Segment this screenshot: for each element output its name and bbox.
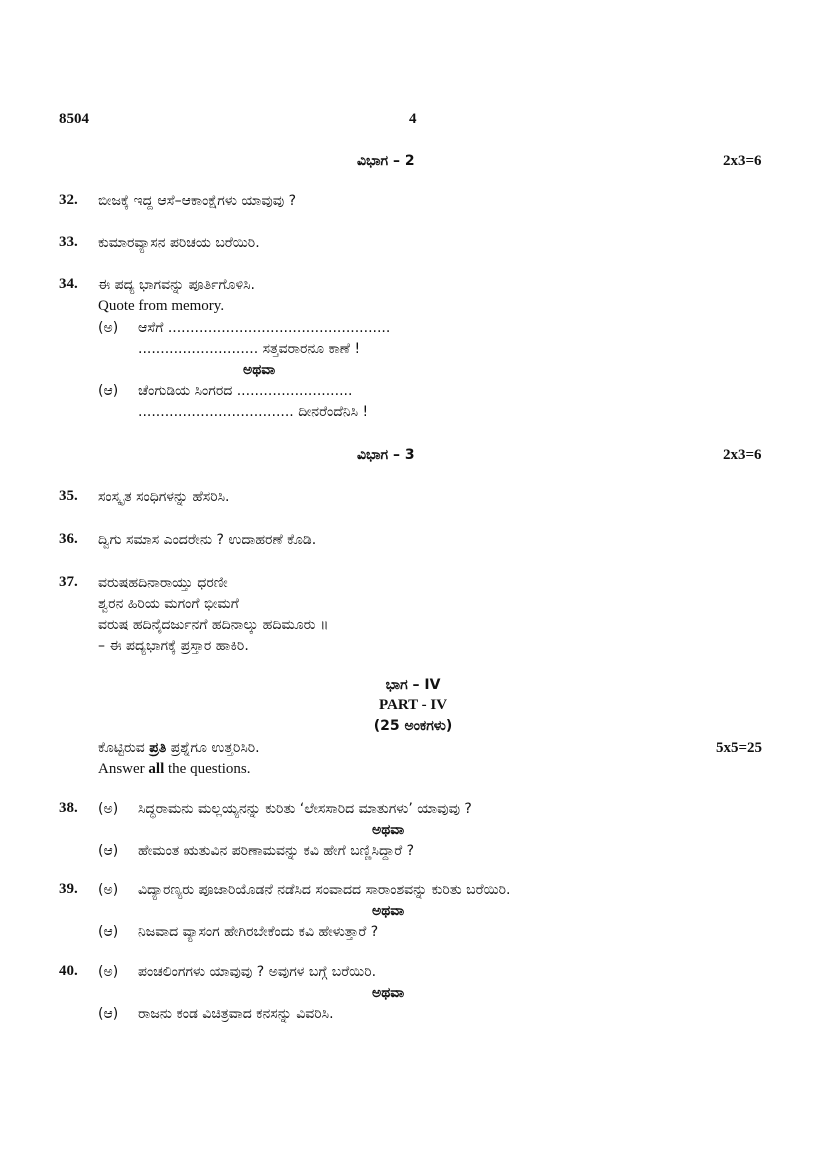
page-number: 4 xyxy=(409,111,417,127)
poem-line: ವರುಷಹದಿನಾರಾಯ್ತು ಧರಣೀ xyxy=(98,575,228,591)
poem-line: ................................... ದೀನರೆಂದೆನಿಸಿ ! xyxy=(138,404,369,420)
question-text: ಕುಮಾರವ್ಯಾಸನ ಪರಿಚಯ ಬರೆಯಿರಿ. xyxy=(98,235,260,251)
instruction-text: Answer xyxy=(98,761,149,777)
question-instruction: – ಈ ಪದ್ಯಭಾಗಕ್ಕೆ ಪ್ರಸ್ತಾರ ಹಾಕಿರಿ. xyxy=(98,638,249,654)
question-text: ಪಂಚಲಿಂಗಗಳು ಯಾವುವು ? ಅವುಗಳ ಬಗ್ಗೆ ಬರೆಯಿರಿ. xyxy=(138,964,377,980)
question-text: ಹೇಮಂತ ಋತುವಿನ ಪರಿಣಾಮವನ್ನು ಕವಿ ಹೇಗೆ ಬಣ್ಣಿಸಿದ್ದಾರೆ ? xyxy=(138,843,415,859)
section-3-heading: ವಿಭಾಗ – 3 xyxy=(357,447,415,463)
poem-line: ವರುಷ ಹದಿನೈದರ್ಜುನಗೆ ಹದಿನಾಲ್ಕು ಹದಿಮೂರು ॥ xyxy=(98,617,329,633)
question-text: ರಾಜನು ಕಂಡ ವಿಚಿತ್ರವಾದ ಕನಸನ್ನು ವಿವರಿಸಿ. xyxy=(138,1006,334,1022)
poem-line: ಶ್ವರನ ಹಿರಿಯ ಮಗಂಗೆ ಭೀಮಗೆ xyxy=(98,596,239,612)
part-4-heading-english: PART - IV xyxy=(378,697,448,713)
question-number: 40. xyxy=(59,963,78,979)
option-label-a: (ಅ) xyxy=(98,964,119,980)
question-text: ನಿಜವಾದ ವ್ಯಾಸಂಗ ಹೇಗಿರಬೇಕೆಂದು ಕವಿ ಹೇಳುತ್ತಾರೆ ? xyxy=(138,924,379,940)
part-4-total-marks: (25 ಅಂಕಗಳು) xyxy=(373,718,453,734)
question-text: ವಿದ್ಯಾರಣ್ಯರು ಪೂಜಾರಿಯೊಡನೆ ನಡೆಸಿದ ಸಂವಾದದ ಸಾರಾಂಶವನ್ನು ಕುರಿತು ಬರೆಯಿರಿ. xyxy=(138,882,511,898)
option-label-b: (ಆ) xyxy=(98,924,119,940)
option-label-a: (ಅ) xyxy=(98,801,119,817)
option-label-a: (ಅ) xyxy=(98,882,119,898)
poem-line: ಆಸೆಗೆ .................................................. xyxy=(138,320,391,336)
option-label-b: (ಆ) xyxy=(98,1006,119,1022)
question-text: ಸಿದ್ಧರಾಮನು ಮಲ್ಲಯ್ಯನನ್ನು ಕುರಿತು ‘ಲೇಸಸಾರಿದ ಮಾತುಗಳು’ ಯಾವುವು ? xyxy=(138,801,472,817)
option-label-b: (ಆ) xyxy=(98,843,119,859)
question-number: 34. xyxy=(59,276,78,292)
question-text: ಈ ಪದ್ಯ ಭಾಗವನ್ನು ಪೂರ್ತಿಗೊಳಿಸಿ. xyxy=(98,277,255,293)
or-label: ಅಥವಾ xyxy=(372,985,405,1001)
instruction-emphasis: all xyxy=(148,761,165,777)
question-number: 37. xyxy=(59,574,78,590)
section-3-marks: 2x3=6 xyxy=(723,447,762,463)
question-number: 35. xyxy=(59,488,78,504)
instruction-emphasis: ಪ್ರತಿ xyxy=(149,740,167,756)
section-2-marks: 2x3=6 xyxy=(723,153,762,169)
instruction-text: the questions. xyxy=(164,761,251,777)
part-4-marks: 5x5=25 xyxy=(716,740,763,756)
section-2-heading: ವಿಭಾಗ – 2 xyxy=(357,153,415,169)
question-text-english: Quote from memory. xyxy=(98,298,225,314)
question-text: ದ್ವಿಗು ಸಮಾಸ ಎಂದರೇನು ? ಉದಾಹರಣೆ ಕೊಡಿ. xyxy=(98,532,317,548)
question-number: 38. xyxy=(59,800,78,816)
poem-line: ಚೆಂಗುಡಿಯ ಸಿಂಗರದ .......................... xyxy=(138,383,353,399)
instruction-text: ಕೊಟ್ಟಿರುವ xyxy=(98,740,150,756)
poem-line: ........................... ಸತ್ತವರಾರನೂ ಕಾಣೆ ! xyxy=(138,341,361,357)
question-number: 39. xyxy=(59,881,78,897)
question-text: ಬೀಜಕ್ಕೆ ಇದ್ದ ಆಸೆ–ಆಕಾಂಕ್ಷೆಗಳು ಯಾವುವು ? xyxy=(98,193,297,209)
paper-code: 8504 xyxy=(59,111,89,127)
instruction-kannada xyxy=(98,740,260,756)
instruction-english xyxy=(98,761,251,778)
question-text: ಸಂಸ್ಕೃತ ಸಂಧಿಗಳನ್ನು ಹೆಸರಿಸಿ. xyxy=(98,489,230,505)
option-label-a: (ಅ) xyxy=(98,320,119,336)
question-number: 32. xyxy=(59,192,78,208)
or-label: ಅಥವಾ xyxy=(372,822,405,838)
or-label: ಅಥವಾ xyxy=(243,362,276,378)
or-label: ಅಥವಾ xyxy=(372,903,405,919)
instruction-text: ಪ್ರಶ್ನೆಗೂ ಉತ್ತರಿಸಿರಿ. xyxy=(166,740,260,756)
option-label-b: (ಆ) xyxy=(98,383,119,399)
question-number: 36. xyxy=(59,531,78,547)
question-number: 33. xyxy=(59,234,78,250)
part-4-heading-kannada: ಭಾಗ – IV xyxy=(385,677,441,693)
